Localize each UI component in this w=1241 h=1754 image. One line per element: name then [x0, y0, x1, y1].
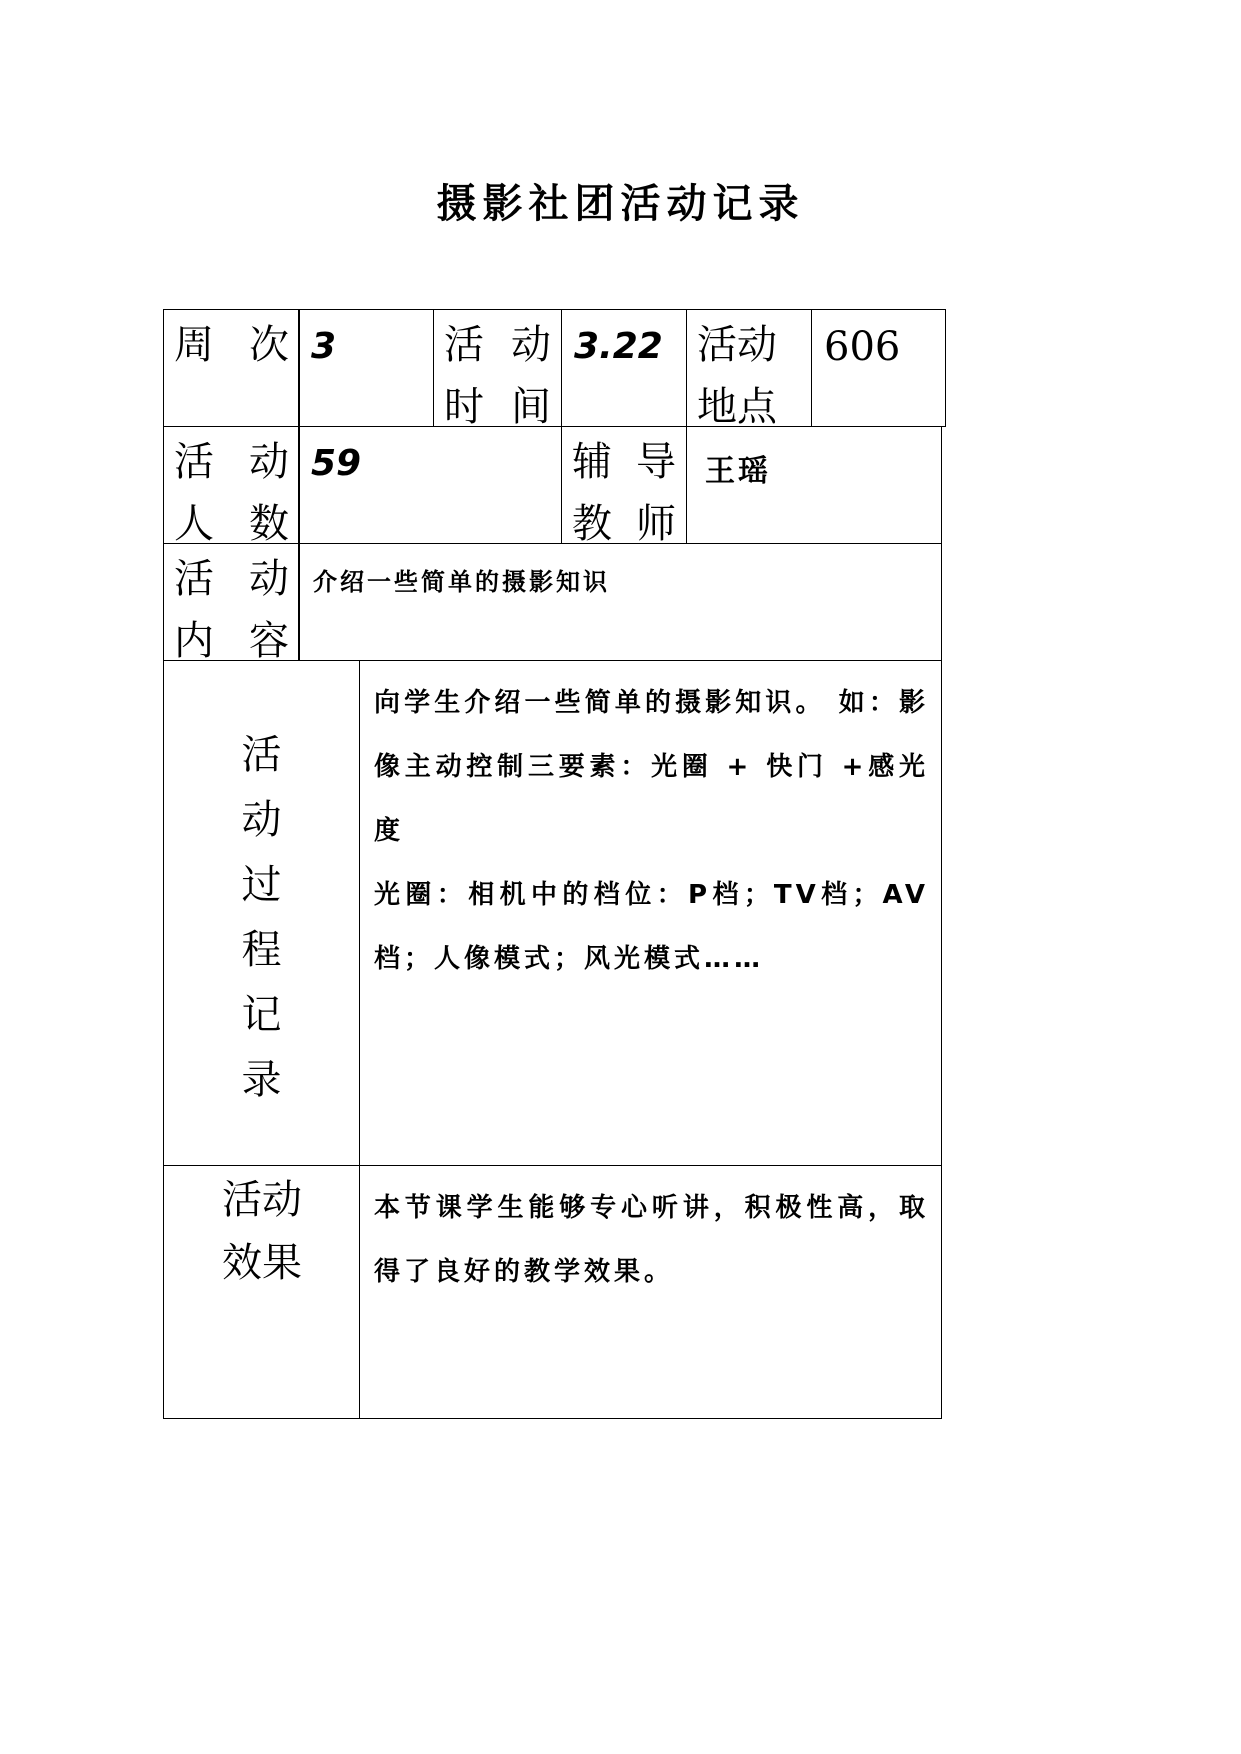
effect-label-cell [163, 1165, 360, 1419]
process-label-char: 录 [241, 1057, 282, 1103]
place-label: 活动地点 [686, 309, 812, 427]
week-label: 周次 [163, 309, 300, 427]
teacher-value: 王瑶 [686, 426, 942, 544]
process-label-char: 活 [241, 732, 282, 778]
page-title: 摄影社团活动记录 [436, 180, 805, 227]
count-value: 59 [298, 426, 562, 544]
teacher-label: 辅导教师 [561, 426, 687, 544]
place-value: 606 [811, 309, 946, 427]
process-paragraph: 光圈：相机中的档位：P档；TV档；AV档；人像模式；风光模式…… [374, 880, 929, 974]
process-label [164, 723, 359, 1113]
process-label-char: 动 [241, 797, 282, 843]
process-label-char: 程 [241, 927, 282, 973]
process-label-char: 过 [241, 862, 282, 908]
process-label-char: 记 [241, 992, 282, 1038]
effect-text: 本节课学生能够专心听讲，积极性高，取得了良好的教学效果。 [359, 1165, 942, 1419]
content-label: 活动内容 [163, 543, 300, 661]
count-label: 活动人数 [163, 426, 300, 544]
process-label-cell [163, 660, 360, 1166]
week-value: 3 [298, 309, 434, 427]
time-label: 活动时间 [433, 309, 562, 427]
content-value: 介绍一些简单的摄影知识 [298, 543, 942, 661]
effect-label: 活动效果 [222, 1177, 302, 1286]
process-record [359, 660, 942, 1166]
time-value: 3.22 [561, 309, 687, 427]
process-paragraph: 向学生介绍一些简单的摄影知识。 如：影像主动控制三要素：光圈 + 快门 +感光度 [374, 688, 929, 846]
